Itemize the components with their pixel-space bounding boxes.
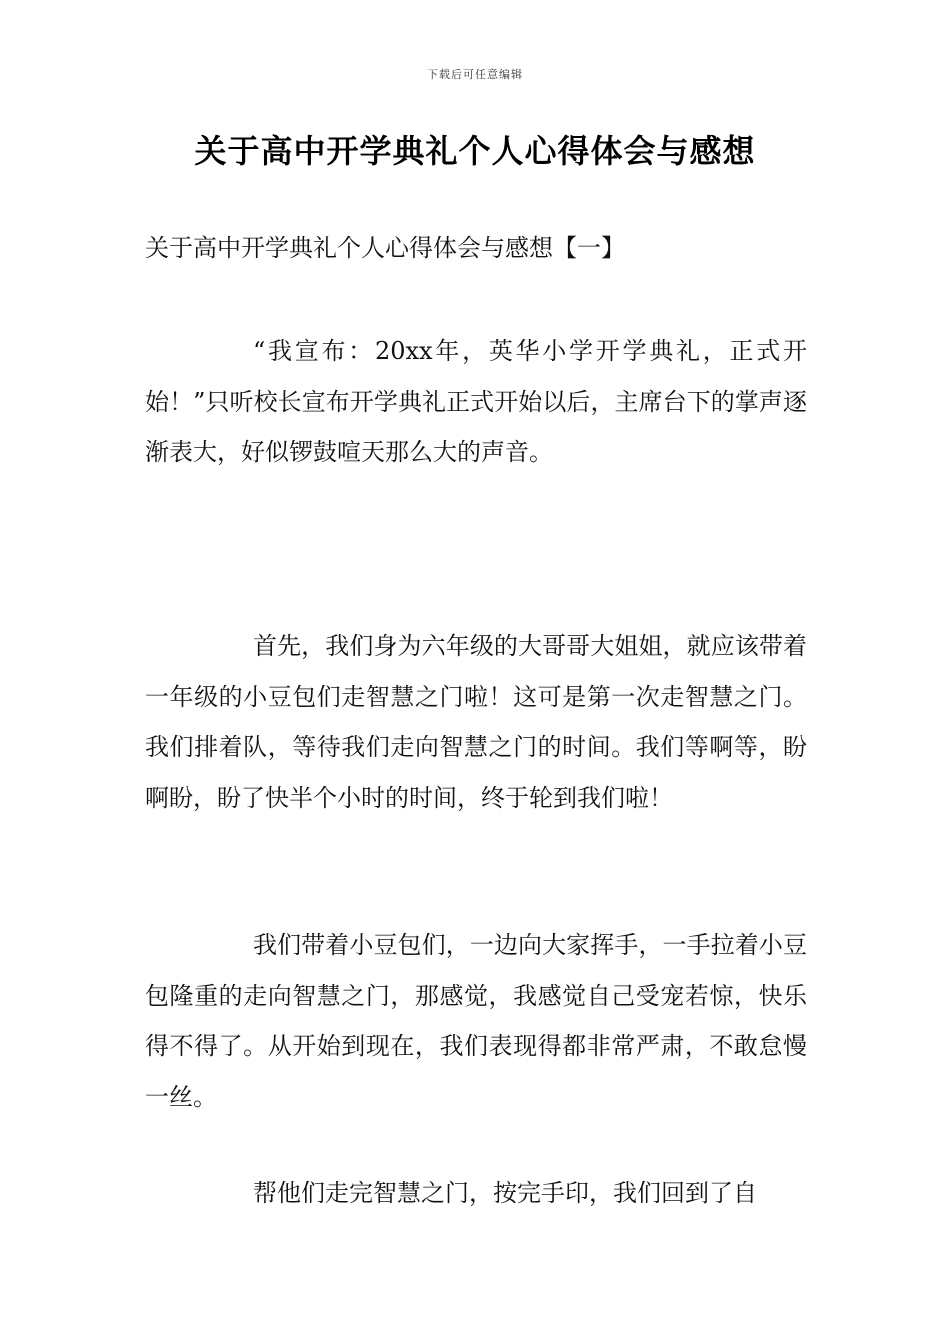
section-heading: 关于高中开学典礼个人心得体会与感想【一】 [145, 234, 625, 262]
paragraph-3: 我们带着小豆包们，一边向大家挥手，一手拉着小豆包隆重的走向智慧之门，那感觉，我感觉自己受宠若惊，快乐得不得了。从开始到现在，我们表现得都非常严肃，不敢怠慢一丝。 [145, 931, 807, 1111]
paragraph-1: “我宣布：20xx年，英华小学开学典礼，正式开始！”只听校长宣布开学典礼正式开始以后，主席台下的掌声逐渐表大，好似锣鼓喧天那么大的声音。 [145, 337, 807, 466]
document-title: 关于高中开学典礼个人心得体会与感想 [194, 132, 756, 170]
paragraph-2: 首先，我们身为六年级的大哥哥大姐姐，就应该带着一年级的小豆包们走智慧之门啦！这可是第一次走智慧之门。我们排着队，等待我们走向智慧之门的时间。我们等啊等，盼啊盼，盼了快半个小时的时间，终于轮到我们啦！ [145, 632, 807, 812]
paragraph-4: 帮他们走完智慧之门，按完手印，我们回到了自 [253, 1179, 757, 1207]
header-note: 下载后可任意编辑 [427, 68, 523, 81]
